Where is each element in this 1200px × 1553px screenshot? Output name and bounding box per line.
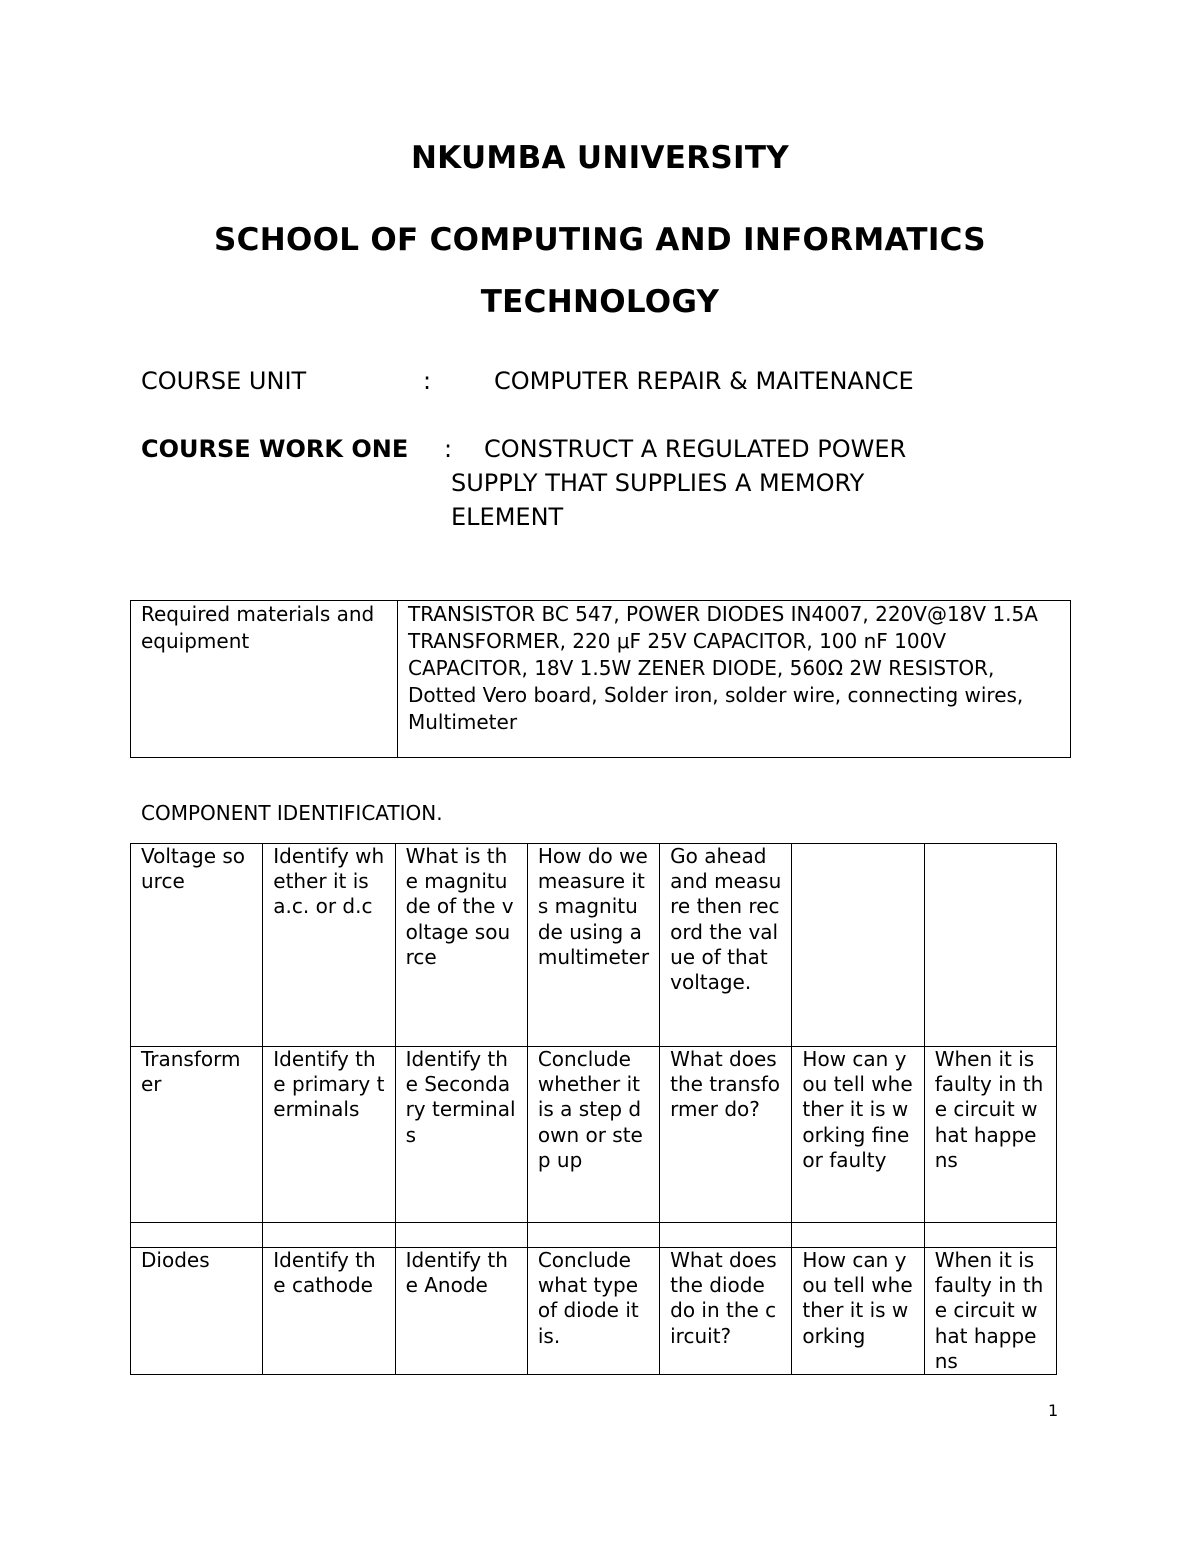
course-work-value-line1: CONSTRUCT A REGULATED POWER	[484, 435, 907, 463]
course-work-separator: :	[444, 435, 453, 463]
table-cell	[660, 1223, 792, 1248]
materials-table	[130, 600, 1071, 758]
table-cell	[131, 1223, 263, 1248]
course-work-label: COURSE WORK ONE	[141, 435, 409, 463]
course-work-value-line2: SUPPLY THAT SUPPLIES A MEMORY	[451, 469, 865, 497]
table-cell	[395, 1223, 527, 1248]
course-unit-value: COMPUTER REPAIR & MAITENANCE	[494, 367, 914, 395]
table-cell	[924, 1223, 1056, 1248]
materials-value-cell: TRANSISTOR BC 547, POWER DIODES IN4007, 220V@18V 1.5A TRANSFORMER, 220 μF 25V CAPACITOR, 100 nF 100V CAPACITOR, 18V 1.5W ZENER DIODE, 560Ω 2W RESISTOR, Dotted Vero board, Solder iron, solder wire, connecting wires, Multimeter	[398, 601, 1071, 758]
table-cell: When it is faulty in the circuit what happens	[924, 1047, 1056, 1223]
table-cell: Identify the Secondary terminals	[395, 1047, 527, 1223]
table-cell	[924, 844, 1056, 1047]
table-row-empty	[131, 1223, 1057, 1248]
school-title-line1: SCHOOL OF COMPUTING AND INFORMATICS	[214, 222, 986, 258]
materials-label-cell: Required materials and equipment	[131, 601, 398, 758]
school-title-line2: TECHNOLOGY	[480, 284, 720, 320]
table-cell: Transformer	[131, 1047, 263, 1223]
page-number: 1	[1048, 1401, 1059, 1420]
table-cell: Conclude what type of diode it is.	[527, 1248, 659, 1375]
table-cell: How do we measure its magnitude using a multimeter	[527, 844, 659, 1047]
table-cell: Conclude whether it is a step down or step up	[527, 1047, 659, 1223]
table-row-transformer	[131, 1047, 1057, 1223]
table-cell: When it is faulty in the circuit what happens	[924, 1248, 1056, 1375]
component-identification-heading: COMPONENT IDENTIFICATION.	[141, 801, 443, 825]
table-row-diodes	[131, 1248, 1057, 1375]
table-cell: Voltage source	[131, 844, 263, 1047]
table-row-voltage-source	[131, 844, 1057, 1047]
course-unit-separator: :	[423, 367, 432, 395]
course-work-value-line3: ELEMENT	[451, 503, 564, 531]
university-title: NKUMBA UNIVERSITY	[410, 140, 790, 176]
table-cell: How can you tell whether it is working	[792, 1248, 924, 1375]
table-cell: Identify whether it is a.c. or d.c	[263, 844, 395, 1047]
table-cell: Diodes	[131, 1248, 263, 1375]
table-cell	[527, 1223, 659, 1248]
table-cell: Go ahead and measure then record the value of that voltage.	[660, 844, 792, 1047]
table-cell: Identify the primary terminals	[263, 1047, 395, 1223]
table-cell	[263, 1223, 395, 1248]
course-unit-label: COURSE UNIT	[141, 367, 307, 395]
table-cell	[792, 844, 924, 1047]
table-cell: Identify the Anode	[395, 1248, 527, 1375]
table-cell: What is the magnitude of the voltage source	[395, 844, 527, 1047]
table-cell: What does the transformer do?	[660, 1047, 792, 1223]
table-cell: Identify the cathode	[263, 1248, 395, 1375]
materials-row	[131, 601, 1071, 758]
table-cell: How can you tell whether it is working fine or faulty	[792, 1047, 924, 1223]
table-cell	[792, 1223, 924, 1248]
component-identification-table	[130, 843, 1057, 1375]
table-cell: What does the diode do in the circuit?	[660, 1248, 792, 1375]
